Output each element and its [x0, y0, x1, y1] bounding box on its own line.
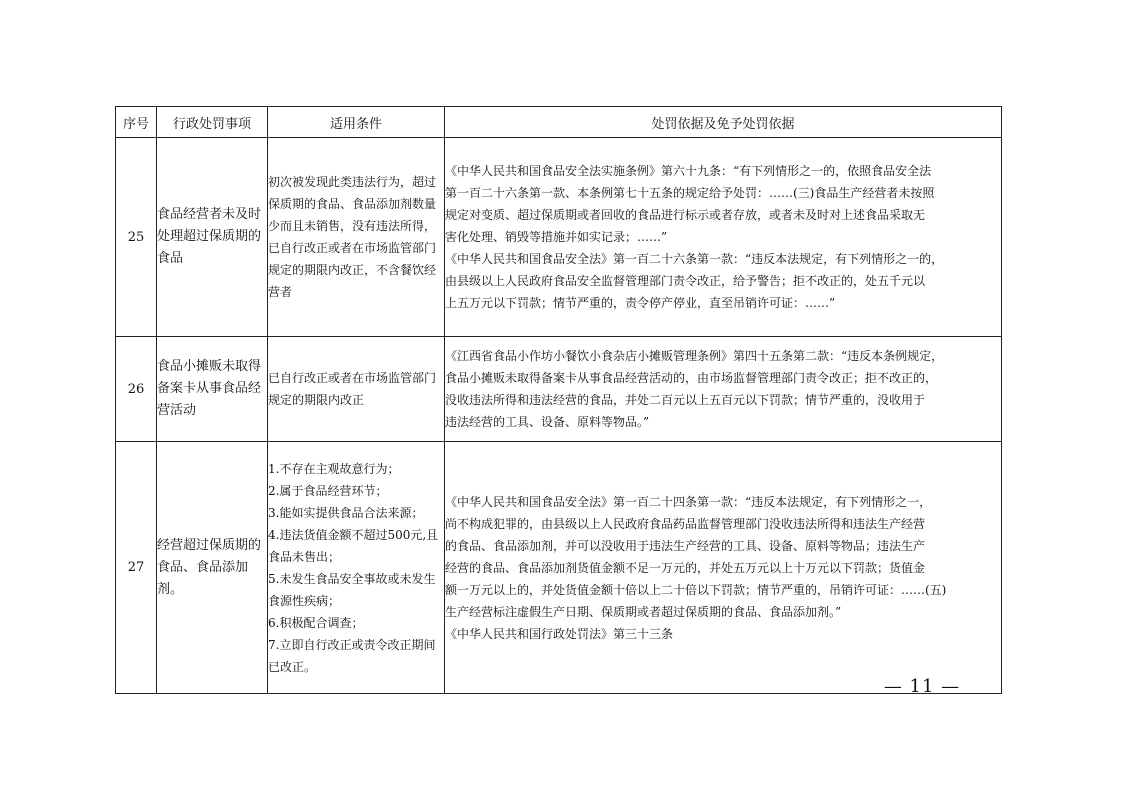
row-basis	[445, 442, 1002, 694]
basis-line: 《中华人民共和国食品安全法》第一百二十四条第一款：“违反本法规定，有下列情形之一，	[445, 494, 932, 509]
header-basis: 处罚依据及免予处罚依据	[445, 107, 1002, 138]
basis-line: 食品小摊贩未取得备案卡从事食品经营活动的，由市场监督管理部门责令改正；拒不改正的，	[445, 371, 938, 385]
basis-line: 《中华人民共和国行政处罚法》第三十三条	[445, 626, 674, 641]
basis-line: 规定对变质、超过保质期或者回收的食品进行标示或者存放，或者未及时对上述食品采取无	[445, 208, 926, 222]
header-seq: 序号	[116, 107, 157, 138]
row-item: 经营超过保质期的食品、食品添加剂。	[157, 442, 268, 694]
row-seq: 26	[116, 337, 157, 442]
row-conditions	[268, 138, 445, 337]
condition-line: 5.未发生食品安全事故或未发生食源性疾病；	[268, 571, 436, 608]
table-row	[116, 442, 1002, 694]
basis-line: 上五万元以下罚款；情节严重的，责令停产停业，直至吊销许可证：……”	[445, 296, 836, 310]
row-item: 食品小摊贩未取得备案卡从事食品经营活动	[157, 337, 268, 442]
basis-line: 《中华人民共和国食品安全法》第一百二十六条第一款：“违反本法规定，有下列情形之一的，	[445, 252, 944, 266]
basis-line: 由县级以上人民政府食品安全监督管理部门责令改正，给予警告；拒不改正的，处五千元以	[445, 274, 926, 288]
basis-line: 尚不构成犯罪的，由县级以上人民政府食品药品监督管理部门没收违法所得和违法生产经营	[445, 516, 926, 531]
table-row	[116, 337, 1002, 442]
row-item: 食品经营者未及时处理超过保质期的食品	[157, 138, 268, 337]
header-item: 行政处罚事项	[157, 107, 268, 138]
basis-line: 生产经营标注虚假生产日期、保质期或者超过保质期的食品、食品添加剂。”	[445, 604, 842, 619]
table-row	[116, 138, 1002, 337]
row-conditions	[268, 442, 445, 694]
row-basis	[445, 138, 1002, 337]
basis-line: 害化处理、销毁等措施并如实记录；……”	[445, 230, 668, 244]
row-seq: 27	[116, 442, 157, 694]
basis-line: 额一万元以上的，并处货值金额十倍以上二十倍以下罚款；情节严重的，吊销许可证：……(五)	[445, 582, 947, 597]
condition-line: 2.属于食品经营环节；	[268, 483, 388, 498]
header-condition: 适用条件	[268, 107, 445, 138]
basis-line: 《中华人民共和国食品安全法实施条例》第六十九条：“有下列情形之一的，依照食品安全法	[445, 164, 932, 178]
row-seq: 25	[116, 138, 157, 337]
table-header-row	[116, 107, 1002, 138]
row-conditions	[268, 337, 445, 442]
basis-line: 第一百二十六条第一款、本条例第七十五条的规定给予处罚：……(三)食品生产经营者未按照	[445, 186, 935, 200]
condition-line: 初次被发现此类违法行为，超过保质期的食品、食品添加剂数量少而且未销售，没有违法所得，已自行改正或者在市场监管部门规定的期限内改正，不含餐饮经营者	[268, 175, 437, 299]
basis-line: 违法经营的工具、设备、原料等物品。”	[445, 415, 650, 429]
condition-line: 1.不存在主观故意行为；	[268, 461, 400, 476]
condition-line: 6.积极配合调查；	[268, 615, 364, 630]
row-basis	[445, 337, 1002, 442]
penalty-table	[115, 106, 1002, 694]
page-number: — 11 —	[883, 676, 961, 697]
condition-line: 4.违法货值金额不超过500元,且食品未售出；	[268, 527, 439, 564]
basis-line: 《江西省食品小作坊小餐饮小食杂店小摊贩管理条例》第四十五条第二款：“违反本条例规定，	[445, 349, 944, 363]
basis-line: 的食品、食品添加剂，并可以没收用于违法生产经营的工具、设备、原料等物品；违法生产	[445, 538, 926, 553]
condition-line: 7.立即自行改正或责令改正期间已改正。	[268, 637, 436, 674]
basis-line: 经营的食品、食品添加剂货值金额不足一万元的，并处五万元以上十万元以下罚款；货值金	[445, 560, 926, 575]
basis-line: 没收违法所得和违法经营的食品，并处二百元以上五百元以下罚款；情节严重的，没收用于	[445, 393, 926, 407]
condition-line: 已自行改正或者在市场监管部门规定的期限内改正	[268, 371, 437, 407]
condition-line: 3.能如实提供食品合法来源；	[268, 505, 424, 520]
